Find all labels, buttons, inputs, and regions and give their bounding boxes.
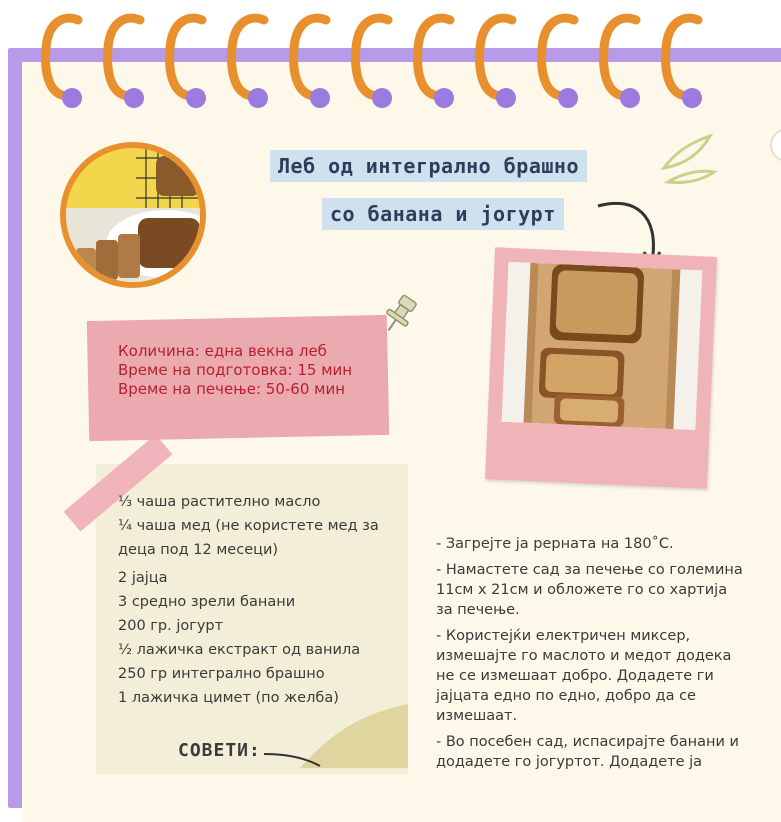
bake-time-text: Време на печење: 50-60 мин <box>118 380 345 398</box>
ingredient-item: 2 јајца <box>118 570 168 586</box>
ingredients-list <box>118 490 398 710</box>
prep-time-text: Време на подготовка: 15 мин <box>118 361 353 379</box>
step-item: - Загрејте ја рерната на 180˚С. <box>436 536 674 552</box>
recipe-title-line-1: Леб од интегрално брашно <box>270 150 587 182</box>
ingredient-item: 3 средно зрели банани <box>118 594 296 610</box>
ingredient-item: 250 гр интегрално брашно <box>118 666 325 682</box>
spiral-binding <box>0 0 781 120</box>
tips-heading: СОВЕТИ: <box>178 740 261 761</box>
ingredient-item: ¼ чаша мед (не користете мед за <box>118 518 379 534</box>
sliced-bread-image <box>502 262 703 430</box>
recipe-title-line-2: со банана и јогурт <box>322 198 564 230</box>
step-item: - Намастете сад за печење со големина 11см х 21см и обложете го со хартија за печење. <box>436 562 743 618</box>
servings-text: Количина: една векна леб <box>118 342 327 360</box>
ingredient-item: ½ лажичка екстракт од ванила <box>118 642 361 658</box>
ingredient-item: 1 лажичка цимет (по желба) <box>118 690 339 706</box>
spiral-rings-icon <box>0 0 781 120</box>
ingredient-item: 200 гр. јогурт <box>118 618 224 634</box>
ingredient-item: деца под 12 месеци) <box>118 542 279 558</box>
pushpin-icon <box>378 292 422 336</box>
tips-arrow-icon <box>262 748 322 768</box>
recipe-info <box>118 342 388 399</box>
bread-loaf-image <box>66 148 200 282</box>
step-item: - Во посебен сад, испасирајте банани и додадете го јогуртот. Додадете ја <box>436 734 739 770</box>
polaroid-photo <box>485 247 717 488</box>
step-item: - Користејќи електричен миксер, измешајте го маслото и медот додека не се измешаат добро. Додадете ги јајцата едно по едно, добро да се измешаат. <box>436 628 732 724</box>
leaf-doodle-icon <box>658 128 718 188</box>
bread-photo-circle <box>60 142 206 288</box>
instructions <box>436 534 746 778</box>
ingredient-item: ⅓ чаша растително масло <box>118 494 321 510</box>
